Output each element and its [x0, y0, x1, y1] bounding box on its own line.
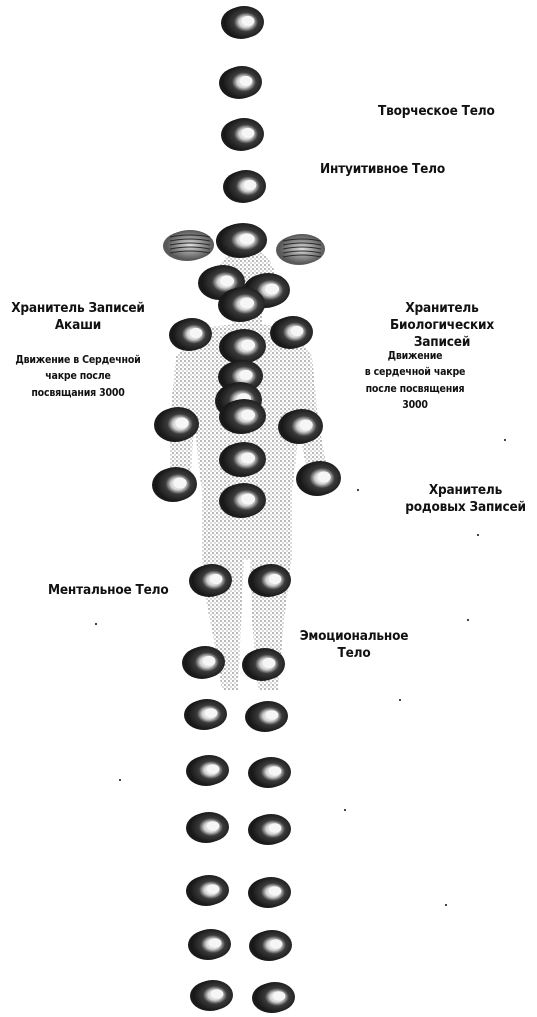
label-akasha-note-line-3: посвящания 3000 — [31, 386, 125, 399]
halftone-disc-icon — [248, 877, 291, 908]
label-bio-note-line-2: в сердечной чакре — [364, 366, 466, 379]
label-creative-body: Творческое Тело — [378, 103, 495, 119]
speck — [445, 904, 447, 906]
halftone-disc-icon — [152, 467, 197, 502]
halftone-disc-icon — [296, 461, 341, 496]
speck — [477, 534, 479, 536]
halftone-disc-icon — [188, 929, 231, 960]
label-akasha-note — [8, 352, 148, 401]
label-ancestral-keeper-line-2: родовых Записей — [405, 498, 526, 515]
label-bio-keeper-line-1: Хранитель Биологических — [390, 300, 494, 333]
label-ancestral-keeper-line-1: Хранитель — [428, 482, 503, 498]
speck — [95, 623, 97, 625]
label-mental-body: Ментальное Тело — [48, 582, 169, 598]
label-akasha-keeper — [8, 300, 148, 334]
halftone-disc-icon — [184, 699, 227, 730]
halftone-disc-icon — [186, 755, 229, 786]
label-akasha-keeper-line-2: Акаши — [54, 316, 102, 333]
label-akasha-note-line-1: Движение в Сердечной — [15, 354, 141, 366]
halftone-disc-icon — [223, 170, 266, 203]
halftone-disc-icon — [190, 980, 233, 1011]
label-emotional-body-line-2: Тело — [337, 644, 371, 661]
speck — [399, 699, 401, 701]
label-bio-keeper-line-2: Записей — [413, 333, 471, 350]
halftone-disc-icon — [186, 875, 229, 906]
halftone-disc-icon — [249, 930, 292, 961]
label-emotional-body — [298, 628, 410, 662]
halftone-disc-icon — [221, 118, 264, 151]
speck — [119, 779, 121, 781]
label-bio-note-line-4: 3000 — [402, 398, 428, 411]
halftone-disc-icon — [252, 982, 295, 1013]
halftone-disc-icon — [248, 814, 291, 845]
label-intuitive-body: Интуитивное Тело — [320, 161, 446, 177]
speck — [467, 619, 469, 621]
speck — [357, 489, 359, 491]
label-bio-keeper — [352, 300, 532, 351]
halftone-disc-icon — [221, 6, 264, 39]
speck — [504, 439, 506, 441]
chakra-discs — [152, 6, 341, 1013]
speck — [344, 809, 346, 811]
halftone-disc-icon — [219, 66, 262, 99]
label-akasha-keeper-line-1: Хранитель Записей — [11, 300, 145, 316]
halftone-disc-icon — [186, 812, 229, 843]
label-bio-note-line-1: Движение — [387, 350, 443, 362]
label-akasha-note-line-2: чакре после — [45, 370, 111, 383]
halftone-disc-icon — [163, 230, 214, 261]
label-bio-note-line-3: после посвящения — [365, 382, 465, 395]
halftone-disc-icon — [245, 701, 288, 732]
halftone-disc-icon — [276, 234, 325, 265]
halftone-disc-icon — [182, 646, 225, 679]
label-emotional-body-line-1: Эмоциональное — [299, 628, 409, 644]
halftone-disc-icon — [270, 316, 313, 349]
label-ancestral-keeper — [398, 482, 533, 516]
label-bio-note — [350, 348, 480, 413]
halftone-disc-icon — [248, 757, 291, 788]
